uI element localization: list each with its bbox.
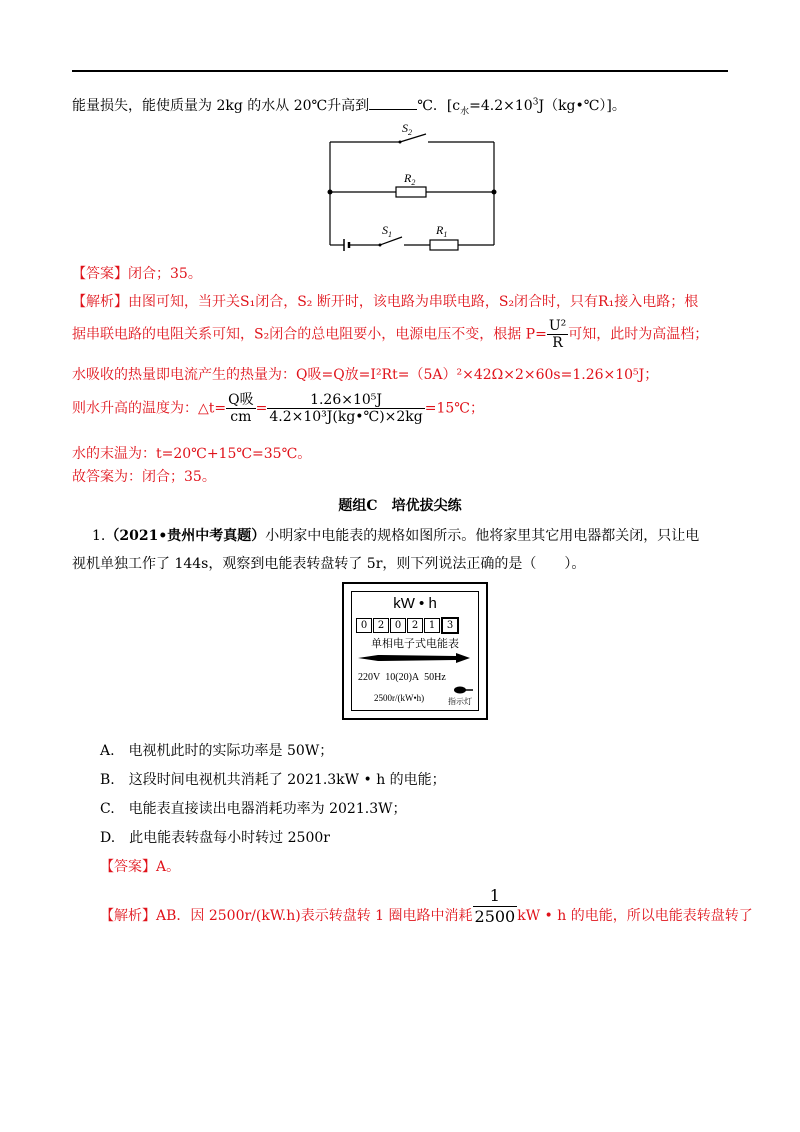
analysis-text: kW • h 的电能，所以电能表转盘转了 [517, 908, 753, 924]
fraction-numerator: Q吸 [228, 392, 254, 408]
s2-switch-blade [400, 134, 426, 142]
answer-text: 闭合；35。 [128, 266, 202, 282]
fraction-numerator: 1 [473, 886, 518, 907]
question-1-line-1 [92, 525, 699, 545]
answer-blank [369, 97, 417, 110]
question-text: 小明家中电能表的规格如图所示。他将家里其它用电器都关闭，只让电 [265, 528, 700, 544]
meter-rate: 2500r/(kW•h) [374, 693, 425, 703]
analysis-text: 由图可知，当开关S₁闭合，S₂ 断开时，该电路为串联电路，S₂闭合时，只有R₁接入电路；根 [128, 294, 699, 310]
answer-line-1 [72, 263, 202, 283]
power-formula-fraction [547, 318, 568, 351]
r2-resistor [396, 187, 426, 197]
answer-text: A。 [156, 859, 181, 875]
analysis-text: 故答案为：闭合；35。 [72, 469, 216, 485]
question-1-line-2 [72, 553, 585, 573]
s1-label: $S_1$ [382, 223, 392, 239]
option-b: B. 这段时间电视机共消耗了 2021.3kW • h 的电能； [100, 772, 446, 788]
option-c: C. 电能表直接读出电器消耗功率为 2021.3W； [100, 801, 407, 817]
meter-panel [351, 591, 479, 711]
junction-right [492, 190, 497, 195]
meter-frequency: 50Hz [424, 672, 446, 683]
section-title-text: 题组C 培优拔尖练 [338, 498, 462, 514]
analysis-line-2 [72, 318, 708, 351]
s2-pivot [399, 141, 402, 144]
analysis-line-4 [72, 392, 484, 425]
answer-label: 【答案】 [100, 859, 156, 875]
analysis-line-3 [72, 364, 658, 384]
circuit-diagram [320, 120, 510, 260]
superscript: 3 [532, 97, 539, 108]
meter-arrow-icon [358, 652, 472, 664]
analysis-text: 水吸收的热量即电流产生的热量为：Q吸=Q放=I²Rt=（5A）²×42Ω×2×60s=1.26×10⁵J； [72, 367, 659, 383]
header-rule [72, 70, 728, 72]
meter-digit: 0 [390, 618, 406, 633]
equals-sign: = [255, 400, 268, 417]
meter-digit: 2 [373, 618, 389, 633]
fraction-denominator: 2500 [474, 906, 516, 926]
meter-digit: 1 [424, 618, 440, 633]
section-title [0, 495, 800, 515]
fraction-denominator: 4.2×10³J(kg•℃)×2kg [269, 409, 423, 425]
analysis-text: 水的末温为：t=20℃+15℃=35℃。 [72, 446, 312, 462]
meter-unit: kW • h [393, 595, 437, 612]
text-line-top [72, 95, 626, 117]
meter-voltage: 220V [358, 672, 381, 683]
option-d: D. 此电能表转盘每小时转过 2500r [100, 830, 330, 846]
r1-label: $R_1$ [436, 223, 448, 239]
fraction-numerator: U² [548, 318, 567, 334]
meter-digit-decimal: 3 [441, 617, 459, 634]
fraction-denominator: cm [230, 409, 252, 425]
meter-current: 10(20)A [385, 672, 420, 683]
electric-meter-figure [342, 582, 488, 720]
analysis-2-line-1 [100, 885, 753, 927]
junction-left [328, 190, 333, 195]
subscript: 水 [460, 106, 470, 117]
analysis-line-5 [72, 443, 311, 463]
indicator-light-icon [452, 686, 474, 694]
analysis-line-1 [72, 291, 698, 311]
s1-pivot [379, 244, 382, 247]
meter-digit: 2 [407, 618, 423, 633]
analysis-text: 可知，此时为高温档； [568, 326, 709, 343]
meter-digit: 0 [356, 618, 372, 633]
question-text: 视机单独工作了 144s，观察到电能表转盘转了 5r，则下列说法正确的是（ ）。 [72, 556, 586, 572]
meter-specs [358, 672, 446, 683]
analysis-line-6 [72, 466, 216, 486]
answer-label: 【答案】 [72, 266, 128, 282]
fraction-denominator: R [552, 335, 563, 351]
analysis-text: 据串联电路的电阻关系可知，S₂闭合的总电阻要小，电源电压不变，根据 P= [72, 326, 547, 343]
delta-t-fraction [226, 392, 255, 425]
r2-label: $R_2$ [404, 171, 416, 187]
question-source: （2021•贵州中考真题） [105, 528, 266, 544]
analysis-text: AB．因 2500r/(kW.h)表示转盘转 1 圈电路中消耗 [156, 908, 473, 924]
analysis-text: 则水升高的温度为：△t= [72, 400, 227, 417]
analysis-text: =15℃； [424, 400, 484, 417]
meter-name: 单相电子式电能表 [371, 637, 459, 650]
analysis-label: 【解析】 [100, 908, 156, 924]
value-fraction [267, 392, 424, 425]
meter-digits [356, 616, 460, 634]
text-segment: =4.2×10 [469, 98, 533, 114]
text-segment: J（kg•℃）]。 [538, 98, 626, 114]
r1-resistor [430, 240, 458, 250]
text-segment: ℃．[c [417, 98, 461, 114]
answer-line-2 [100, 856, 180, 876]
fraction-numerator: 1.26×10⁵J [267, 392, 424, 409]
analysis-label: 【解析】 [72, 294, 128, 310]
s2-label: $S_2$ [402, 121, 412, 137]
energy-fraction [473, 886, 518, 927]
text-segment: 能量损失，能使质量为 2kg 的水从 20℃升高到 [72, 98, 370, 114]
indicator-label: 指示灯 [448, 697, 472, 706]
question-number: 1. [92, 528, 106, 544]
option-a: A. 电视机此时的实际功率是 50W； [100, 743, 334, 759]
